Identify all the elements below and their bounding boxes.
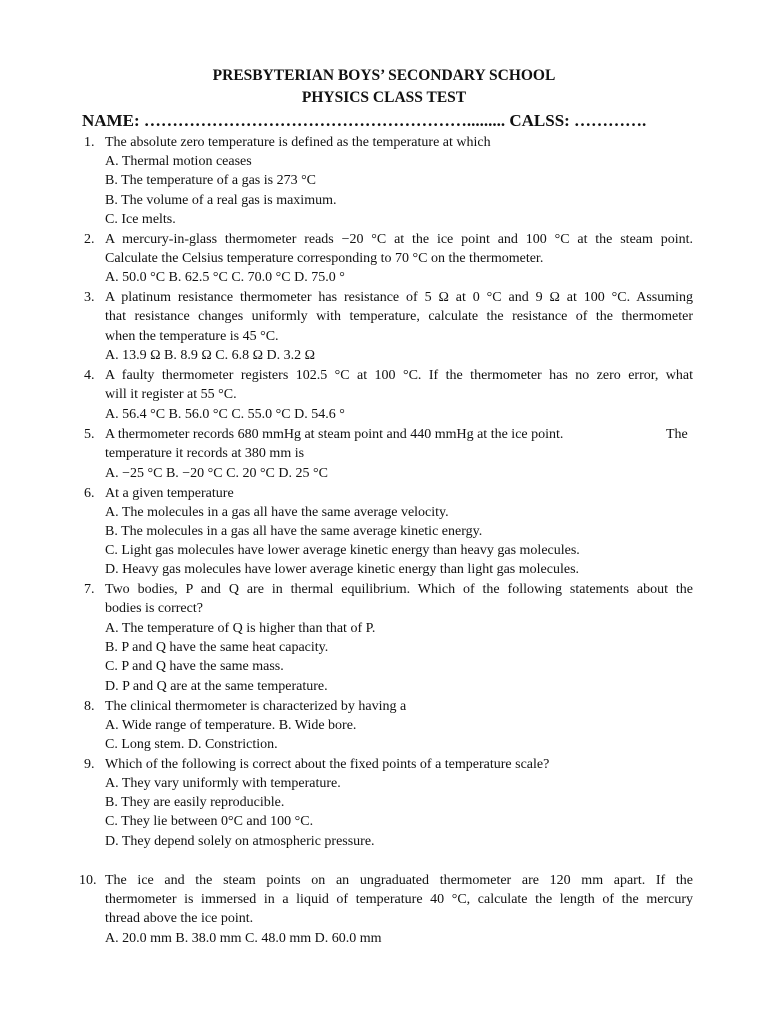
question-text: A platinum resistance thermometer has resistance of 5 Ω at 0 °C and 9 Ω at 100 °C. Assuming: [105, 290, 693, 305]
question-number: 5.: [84, 427, 95, 442]
name-class-line: NAME: …………………………………………………......... CALSS: ………….: [82, 111, 647, 130]
school-title: PRESBYTERIAN BOYS’ SECONDARY SCHOOL: [212, 67, 556, 84]
options-row: A. 56.4 °C B. 56.0 °C C. 55.0 °C D. 54.6 °: [105, 407, 345, 422]
question-text: A thermometer records 680 mmHg at steam point and 440 mmHg at the ice point.: [105, 427, 564, 442]
question-text: The absolute zero temperature is defined as the temperature at which: [105, 135, 491, 150]
options-row: A. 13.9 Ω B. 8.9 Ω C. 6.8 Ω D. 3.2 Ω: [105, 348, 316, 363]
option: C. P and Q have the same mass.: [105, 659, 284, 674]
option: A. The molecules in a gas all have the same average velocity.: [105, 505, 449, 520]
options-row: A. Wide range of temperature. B. Wide bore.: [105, 718, 357, 733]
question-number: 2.: [84, 232, 95, 247]
options-row: C. Long stem. D. Constriction.: [105, 737, 278, 752]
options-row: A. 50.0 °C B. 62.5 °C C. 70.0 °C D. 75.0 °: [105, 270, 345, 285]
question-number: 7.: [84, 582, 95, 597]
option: B. The temperature of a gas is 273 °C: [105, 173, 317, 188]
question-text: temperature it records at 380 mm is: [105, 446, 305, 461]
options-row: A. −25 °C B. −20 °C C. 20 °C D. 25 °C: [105, 466, 328, 481]
option: B. P and Q have the same heat capacity.: [105, 640, 329, 655]
question-text: when the temperature is 45 °C.: [105, 329, 279, 344]
question-number: 1.: [84, 135, 95, 150]
question-text: The: [666, 427, 688, 442]
test-title: PHYSICS CLASS TEST: [301, 89, 467, 106]
option: A. The temperature of Q is higher than that of P.: [105, 621, 376, 636]
question-number: 9.: [84, 757, 95, 772]
question-text: A faulty thermometer registers 102.5 °C at 100 °C. If the thermometer has no zero error, what: [105, 368, 693, 383]
option: B. They are easily reproducible.: [105, 795, 285, 810]
question-text: Which of the following is correct about the fixed points of a temperature scale?: [105, 757, 550, 772]
question-text: thermometer is immersed in a liquid of temperature 40 °C, calculate the length of the mercury: [105, 892, 693, 907]
option: B. The molecules in a gas all have the same average kinetic energy.: [105, 524, 483, 539]
question-number: 8.: [84, 699, 95, 714]
option: C. Ice melts.: [105, 212, 176, 227]
option: D. P and Q are at the same temperature.: [105, 679, 328, 694]
question-text: The ice and the steam points on an ungraduated thermometer are 120 mm apart. If the: [105, 873, 693, 888]
option: B. The volume of a real gas is maximum.: [105, 193, 337, 208]
option: D. They depend solely on atmospheric pressure.: [105, 834, 375, 849]
question-text: that resistance changes uniformly with temperature, calculate the resistance of the thermometer: [105, 309, 693, 324]
question-number: 6.: [84, 486, 95, 501]
question-text: Calculate the Celsius temperature corresponding to 70 °C on the thermometer.: [105, 251, 544, 266]
option: A. They vary uniformly with temperature.: [105, 776, 341, 791]
question-number: 3.: [84, 290, 95, 305]
question-number: 10.: [79, 873, 97, 888]
option: C. They lie between 0°C and 100 °C.: [105, 814, 314, 829]
question-text: will it register at 55 °C.: [105, 387, 237, 402]
question-text: thread above the ice point.: [105, 911, 254, 926]
question-text: Two bodies, P and Q are in thermal equilibrium. Which of the following statements about the: [105, 582, 693, 597]
option: A. Thermal motion ceases: [105, 154, 252, 169]
question-text: At a given temperature: [105, 486, 234, 501]
question-number: 4.: [84, 368, 95, 383]
question-text: The clinical thermometer is characterized by having a: [105, 699, 407, 714]
question-text: bodies is correct?: [105, 601, 203, 616]
option: C. Light gas molecules have lower average kinetic energy than heavy gas molecules.: [105, 543, 580, 558]
question-text: A mercury-in-glass thermometer reads −20 °C at the ice point and 100 °C at the steam point.: [105, 232, 693, 247]
options-row: A. 20.0 mm B. 38.0 mm C. 48.0 mm D. 60.0 mm: [105, 931, 382, 946]
option: D. Heavy gas molecules have lower average kinetic energy than light gas molecules.: [105, 562, 580, 577]
